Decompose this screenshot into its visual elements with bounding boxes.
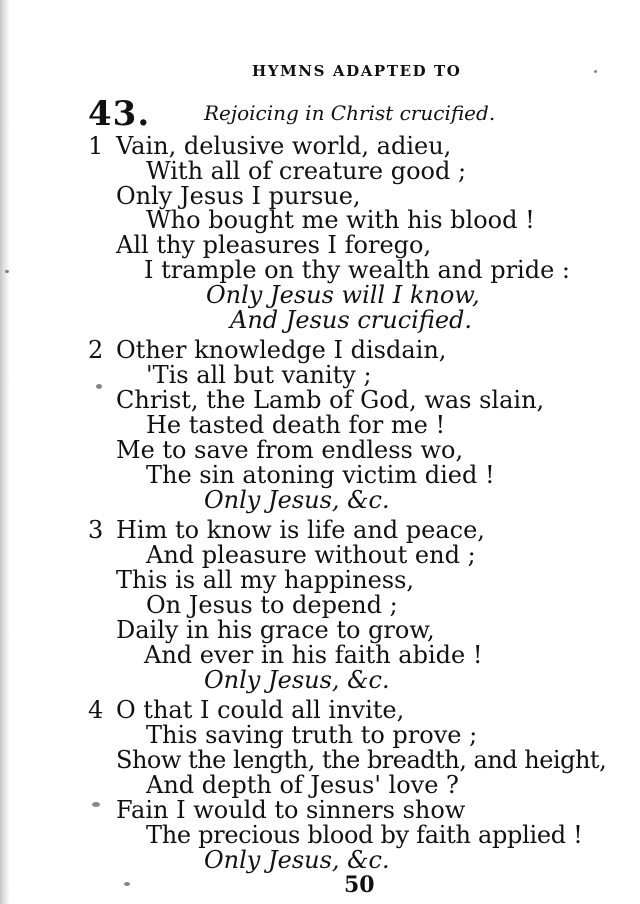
verse-line: On Jesus to depend ;	[146, 591, 398, 619]
refrain-line: Only Jesus, &c.	[204, 846, 390, 874]
print-speck	[124, 882, 130, 886]
verse-line: Only Jesus I pursue,	[116, 182, 361, 210]
refrain-line: Only Jesus will I know,	[206, 281, 480, 309]
verse-line: Me to save from endless wo,	[116, 436, 464, 464]
verse-line: All thy pleasures I forego,	[116, 231, 432, 259]
verse-number: 4	[88, 696, 104, 724]
print-speck	[96, 384, 102, 389]
verse-line: Christ, the Lamb of God, was slain,	[116, 386, 545, 414]
verse-line: Show the length, the breadth, and height,	[116, 746, 607, 774]
page-number: 50	[344, 872, 375, 898]
verse-number: 1	[88, 132, 104, 160]
verse-line: I trample on thy wealth and pride :	[144, 256, 570, 284]
verse-line: And depth of Jesus' love ?	[146, 771, 459, 799]
page-edge-shadow	[0, 0, 10, 904]
verse-line: With all of creature good ;	[146, 157, 467, 185]
refrain-line: Only Jesus, &c.	[204, 666, 390, 694]
verse-line: 'Tis all but vanity ;	[146, 361, 372, 389]
verse-line: This is all my happiness,	[116, 566, 415, 594]
refrain-line: And Jesus crucified.	[230, 306, 473, 334]
verse-line: O that I could all invite,	[116, 696, 405, 724]
verse-line: The sin atoning victim died !	[146, 461, 495, 489]
hymn-number: 43.	[88, 94, 151, 134]
verse-line: He tasted death for me !	[146, 411, 446, 439]
verse-number: 3	[88, 516, 104, 544]
verse-line: And pleasure without end ;	[146, 541, 476, 569]
verse-line: And ever in his faith abide !	[144, 641, 483, 669]
verse-line: Vain, delusive world, adieu,	[116, 132, 452, 160]
verse-line: The precious blood by faith applied !	[146, 821, 583, 849]
verse-line: This saving truth to prove ;	[146, 721, 478, 749]
refrain-line: Only Jesus, &c.	[204, 486, 390, 514]
print-speck	[5, 270, 9, 273]
verse-line: Fain I would to sinners show	[116, 796, 466, 824]
verse-line: Him to know is life and peace,	[116, 516, 485, 544]
hymn-title: Rejoicing in Christ crucified.	[204, 101, 496, 125]
verse-line: Other knowledge I disdain,	[116, 336, 447, 364]
verse-line: Who bought me with his blood !	[146, 206, 535, 234]
running-head: HYMNS ADAPTED TO	[252, 62, 462, 80]
print-speck	[594, 70, 597, 73]
verse-number: 2	[88, 336, 104, 364]
verse-line: Daily in his grace to grow,	[116, 616, 435, 644]
print-speck	[92, 802, 100, 807]
